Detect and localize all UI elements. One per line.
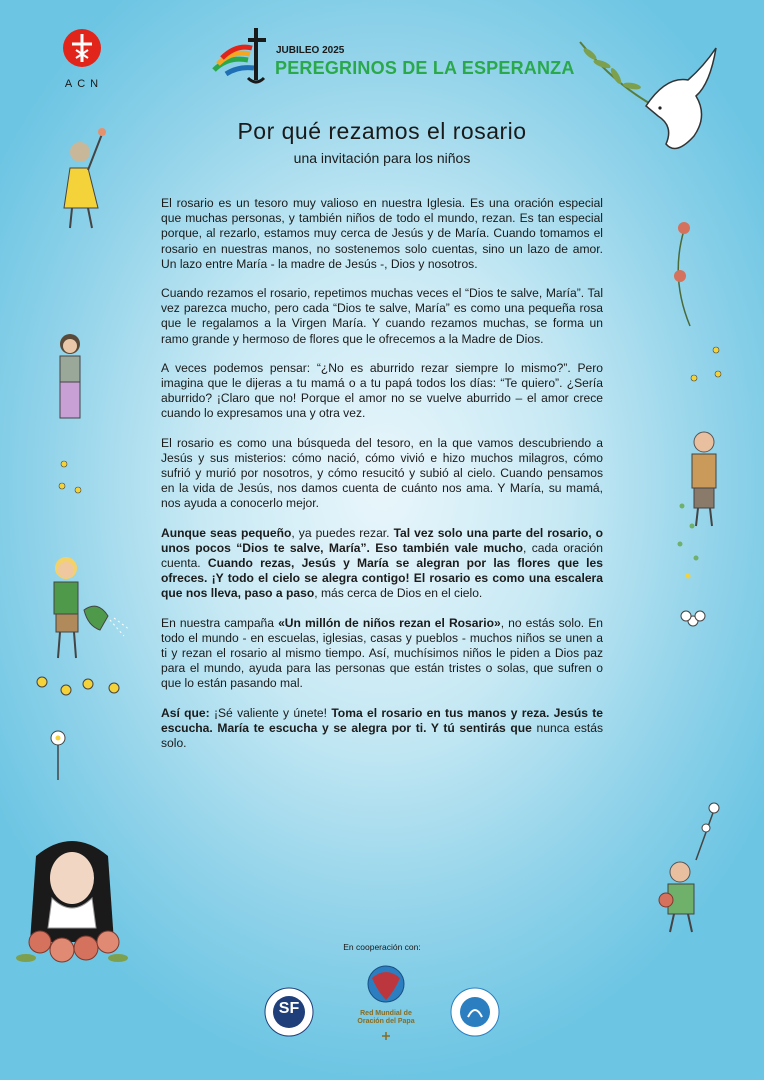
partner-sf-text: SF [278, 1000, 300, 1017]
jubilee-logo-icon [208, 26, 272, 88]
acn-label: ACN [64, 78, 104, 90]
dove-icon [576, 36, 726, 166]
yellow-dots-right-icon [686, 340, 736, 390]
paragraph-6: En nuestra campaña «Un millón de niños rezan el Rosario», no estás solo. En todo el mundo - en escuelas, iglesias, casas y pueblos - muchos niños se unen a ti y rezan el rosario al mismo tiempo. Así, muchísimos niños le piden a Dios paz para el mundo, ayuda para las personas que están tristes o solas, que sufren o que lo están pasando mal. [161, 615, 604, 691]
flower-icon [676, 604, 710, 638]
partner-red-mundial-logo-icon [360, 962, 412, 1042]
jubilee-motto: PEREGRINOS DE LA ESPERANZA [275, 58, 575, 78]
boy-watering-icon [44, 550, 134, 670]
child-with-flowers-icon [656, 800, 720, 936]
page-subtitle: una invitación para los niños [293, 150, 471, 166]
paragraph-1: El rosario es un tesoro muy valioso en nuestra Iglesia. Es una oración especial que muchas personas, y también niños de todo el mundo, rezan. Es tan especial porque, al rezarlo, estamos muy cerca de Jesús y de María. Cuando tomamos el rosario en nuestras manos, no sostenemos solo cuentas, sino un lazo de amor. Un lazo entre María - la madre de Jesús -, Dios y nosotros. [161, 196, 603, 271]
small-flowers-icon [32, 668, 132, 704]
jubilee-year: JUBILEO 2025 [276, 45, 345, 56]
paragraph-2: Cuando rezamos el rosario, repetimos muchas veces el “Dios te salve, María”. Tal vez parezca mucho, pero cada “Dios te salve, María” es como una pequeña rosa que le regalamos a la Virgen María. Y cuando rezamos muchas, se forma un ramo grande y hermoso de flores que le ofrecemos a la Madre de Dios. [161, 286, 603, 346]
partner-world-prayer-logo-icon [450, 987, 500, 1037]
paragraph-7: Así que: ¡Sé valiente y únete! Toma el rosario en tus manos y reza. Jesús te escucha. María te escucha y se alegra por ti. Y tú sentirás que nunca estás solo. [161, 705, 603, 751]
paragraph-5: Aunque seas pequeño, ya puedes rezar. Tal vez solo una parte del rosario, o unos pocos “Dios te salve, María”. Eso también vale mucho, cada oración cuenta. Cuando rezas, Jesús y María se alegran por las flores que les ofreces. ¡Y todo el cielo se alegra contigo! El rosario es como una escalera que nos lleva, paso a paso, más cerca de Dios en el cielo. [161, 525, 604, 601]
body-text [161, 196, 603, 765]
girl-yellow-dress-icon [58, 124, 114, 234]
green-dots-icon [672, 496, 722, 586]
rose-stem-icon [666, 218, 706, 330]
paragraph-4: El rosario es como una búsqueda del tesoro, en la que vamos descubriendo a Jesús y sus misterios: cómo nació, cómo vivió e hizo muchos milagros, cómo sufrió y murió por nosotros, y cómo resucitó y subió al cielo. Cuando pensamos en la vida de Jesús, nos damos cuenta de cuánto nos ama. Y María, su mamá, nos ayuda a conocerlo mejor. [161, 435, 603, 511]
acn-logo-icon [62, 28, 102, 68]
paragraph-3: A veces podemos pensar: “¿No es aburrido rezar siempre lo mismo?”. Pero imagina que le dijeras a tu mamá o a tu papá todos los días: “Te quiero”. ¿Sería aburrido? ¡Claro que no! Porque el amor no se vuelve aburrido – el amor crece cuando lo expresamos una y otra vez. [161, 360, 603, 421]
yellow-dots-icon [56, 456, 86, 496]
cooperation-label: En cooperación con: [343, 942, 421, 952]
partner-red-mundial-text: Red Mundial de Oración del Papa [357, 1010, 415, 1025]
child-purple-pants-icon [52, 330, 92, 425]
daisy-icon [40, 726, 76, 782]
page-title: Por qué rezamos el rosario [237, 118, 527, 144]
